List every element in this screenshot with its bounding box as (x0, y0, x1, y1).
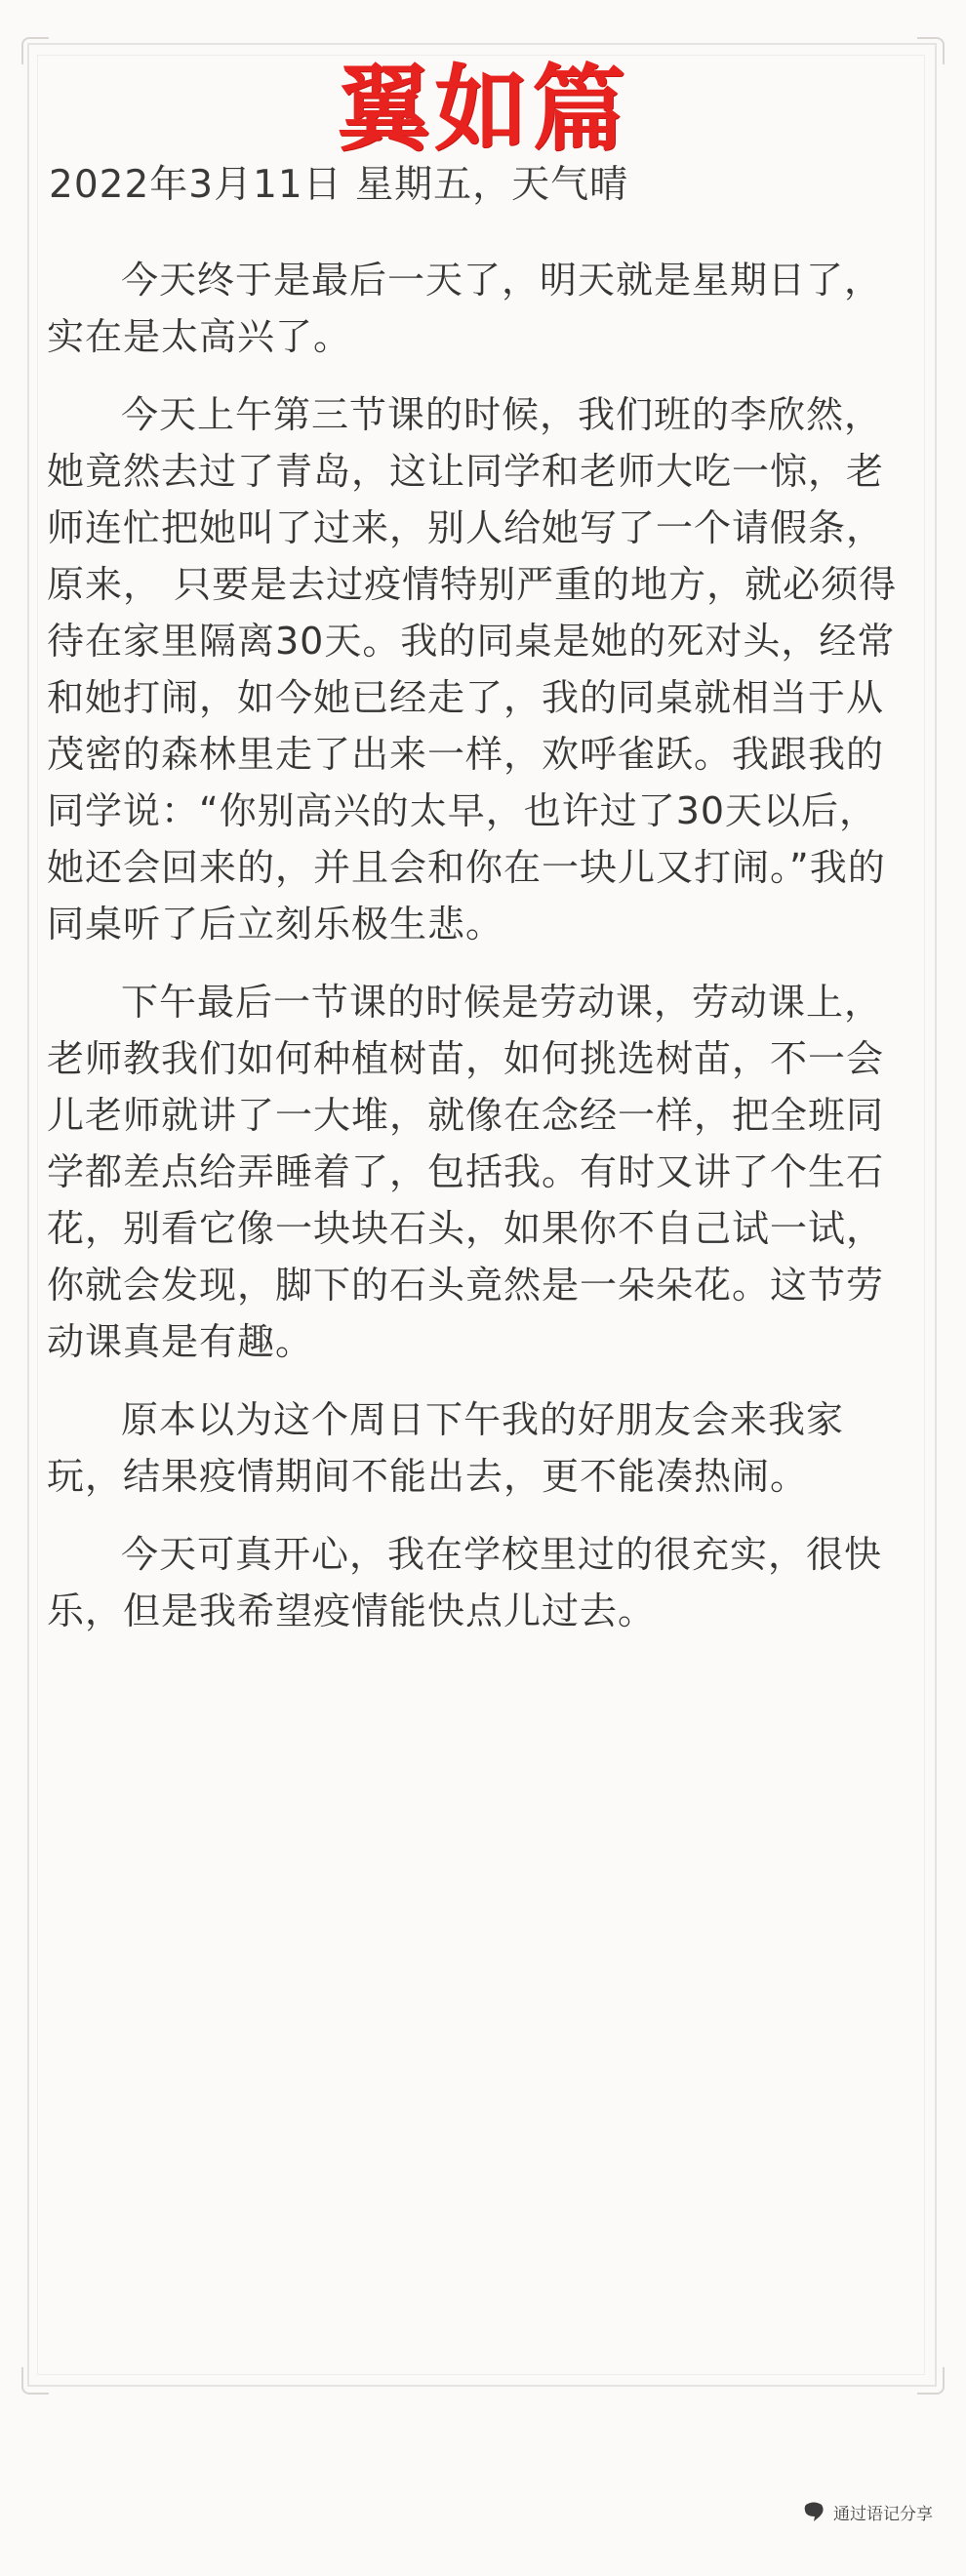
date-weather-line: 2022年3月11日 星期五，天气晴 (49, 163, 629, 207)
corner-ornament-bottom-left (21, 2367, 49, 2395)
paragraph: 今天上午第三节课的时候，我们班的李欣然，她竟然去过了青岛，这让同学和老师大吃一惊，老师连忙把她叫了过来，别人给她写了一个请假条，原来， 只要是去过疫情特别严重的地方，就必须得待在家里隔离30天。我的同桌是她的死对头，经常和她打闹，如今她已经走了，我的同桌就相当于从茂密的森林里走了出来一样，欢呼雀跃。我跟我的同学说：“你别高兴的太早，也许过了30天以后，她还会回来的，并且会和你在一块儿又打闹。”我的同桌听了后立刻乐极生悲。 (47, 393, 898, 946)
paragraph: 今天可真开心，我在学校里过的很充实，很快乐，但是我希望疫情能快点儿过去。 (47, 1533, 883, 1632)
paragraph: 原本以为这个周日下午我的好朋友会来我家玩，结果疫情期间不能出去，更不能凑热闹。 (47, 1398, 845, 1498)
share-text: 通过语记分享 (833, 2504, 933, 2524)
corner-ornament-bottom-right (917, 2367, 945, 2395)
yuji-logo-icon (802, 2501, 825, 2522)
page-title: 翼如篇 (337, 54, 629, 164)
paragraph: 今天终于是最后一天了，明天就是星期日了，实在是太高兴了。 (47, 259, 883, 358)
paragraph: 下午最后一节课的时候是劳动课，劳动课上，老师教我们如何种植树苗，如何挑选树苗，不一会儿老师就讲了一大堆，就像在念经一样，把全班同学都差点给弄睡着了，包括我。有时又讲了个生石花，别看它像一块块石头，如果你不自己试一试，你就会发现，脚下的石头竟然是一朵朵花。这节劳动课真是有趣。 (47, 981, 885, 1363)
diary-body (47, 252, 915, 1661)
share-footer (802, 2498, 933, 2525)
